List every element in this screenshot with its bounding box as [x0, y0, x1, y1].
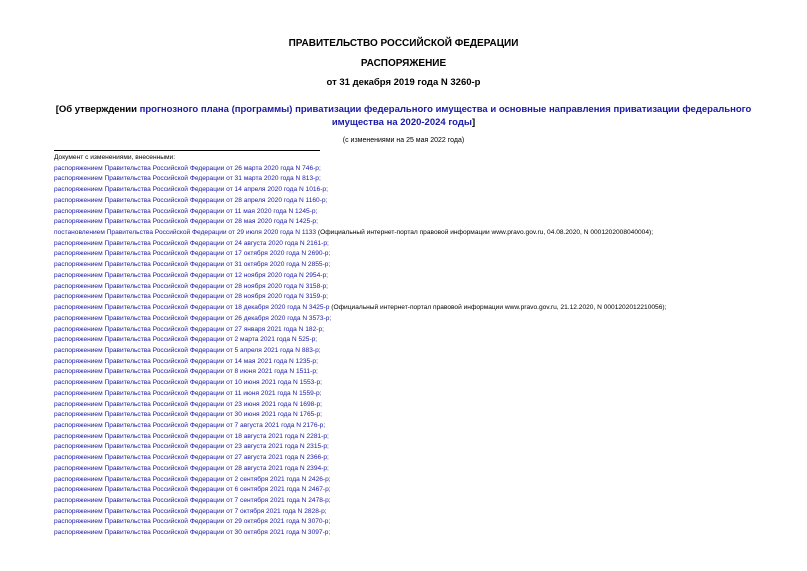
amendment-link[interactable]: распоряжением Правительства Российской Федерации от 26 марта 2020 года N 746-р; [54, 164, 321, 172]
amendment-item [54, 217, 666, 228]
document-type-heading: РАСПОРЯЖЕНИЕ [360, 58, 447, 69]
amendment-item [54, 378, 666, 389]
divider [54, 150, 320, 151]
amendment-link[interactable]: распоряжением Правительства Российской Федерации от 27 августа 2021 года N 2366-р; [54, 454, 329, 462]
amendment-item [54, 303, 666, 314]
amendment-item [54, 282, 666, 293]
amendment-item [54, 260, 666, 271]
amendment-item [54, 346, 666, 357]
amendment-link[interactable]: постановлением Правительства Российской Федерации от 29 июля 2020 года N 1133 [54, 229, 317, 237]
amendment-item [54, 335, 666, 346]
amendment-link[interactable]: распоряжением Правительства Российской Федерации от 23 июня 2021 года N 1698-р; [54, 400, 322, 408]
amendment-link[interactable]: распоряжением Правительства Российской Федерации от 28 апреля 2020 года N 1160-р; [54, 196, 328, 204]
amendment-link[interactable]: распоряжением Правительства Российской Федерации от 8 июня 2021 года N 1511-р; [54, 368, 318, 376]
amendment-link[interactable]: распоряжением Правительства Российской Федерации от 2 сентября 2021 года N 2426-р; [54, 475, 331, 483]
amendment-link[interactable]: распоряжением Правительства Российской Федерации от 5 апреля 2021 года N 883-р; [54, 346, 321, 354]
amendment-item [54, 496, 666, 507]
amendment-link[interactable]: распоряжением Правительства Российской Федерации от 29 октября 2021 года N 3070-р; [54, 518, 331, 526]
amendment-source-note: (Официальный интернет-портал правовой информации www.pravo.gov.ru, 04.08.2020, N 0001202008040004); [316, 229, 654, 237]
amendment-item [54, 185, 666, 196]
amendment-link[interactable]: распоряжением Правительства Российской Федерации от 28 августа 2021 года N 2394-р; [54, 464, 329, 472]
amendment-item [54, 432, 666, 443]
title-prefix: [Об утверждении [55, 104, 140, 115]
amendment-link[interactable]: распоряжением Правительства Российской Федерации от 14 апреля 2020 года N 1016-р; [54, 186, 328, 194]
government-heading: ПРАВИТЕЛЬСТВО РОССИЙСКОЙ ФЕДЕРАЦИИ [288, 38, 519, 49]
title-suffix: ] [472, 117, 476, 128]
amendment-link[interactable]: распоряжением Правительства Российской Федерации от 28 ноября 2020 года N 3158-р; [54, 282, 328, 290]
amendment-link[interactable]: распоряжением Правительства Российской Федерации от 28 ноября 2020 года N 3159-р; [54, 293, 328, 301]
amendment-item [54, 517, 666, 528]
amendment-item [54, 249, 666, 260]
amendment-item [54, 164, 666, 175]
amendment-item [54, 400, 666, 411]
amendment-link[interactable]: распоряжением Правительства Российской Федерации от 11 июня 2021 года N 1559-р; [54, 389, 322, 397]
amendment-link[interactable]: распоряжением Правительства Российской Федерации от 6 сентября 2021 года N 2467-р; [54, 486, 331, 494]
amendment-item [54, 357, 666, 368]
amendment-item [54, 410, 666, 421]
amendment-link[interactable]: распоряжением Правительства Российской Федерации от 30 октября 2021 года N 3097-р; [54, 529, 331, 537]
amendment-item [54, 174, 666, 185]
amendment-link[interactable]: распоряжением Правительства Российской Федерации от 14 мая 2021 года N 1235-р; [54, 357, 318, 365]
amendment-item [54, 453, 666, 464]
amendments-list [54, 153, 666, 539]
amendment-item [54, 475, 666, 486]
amendment-link[interactable]: распоряжением Правительства Российской Федерации от 18 августа 2021 года N 2281-р; [54, 432, 329, 440]
document-date-number: от 31 декабря 2019 года N 3260-р [326, 77, 481, 88]
amendment-item [54, 421, 666, 432]
amendment-item [54, 464, 666, 475]
amendment-item [54, 271, 666, 282]
amendment-item [54, 389, 666, 400]
amendment-item [54, 507, 666, 518]
amendment-link[interactable]: распоряжением Правительства Российской Федерации от 11 мая 2020 года N 1245-р; [54, 207, 318, 215]
amendment-link[interactable]: распоряжением Правительства Российской Федерации от 30 июня 2021 года N 1765-р; [54, 411, 322, 419]
amendment-item [54, 314, 666, 325]
amendment-source-note: (Официальный интернет-портал правовой информации www.pravo.gov.ru, 21.12.2020, N 0001202012210056); [329, 304, 667, 312]
amendment-link[interactable]: распоряжением Правительства Российской Федерации от 31 марта 2020 года N 813-р; [54, 175, 321, 183]
amendment-link[interactable]: распоряжением Правительства Российской Федерации от 23 августа 2021 года N 2315-р; [54, 443, 329, 451]
document-title [40, 103, 767, 129]
amendment-link[interactable]: распоряжением Правительства Российской Федерации от 10 июня 2021 года N 1553-р; [54, 379, 322, 387]
amendment-link[interactable]: распоряжением Правительства Российской Федерации от 18 декабря 2020 года N 3425-р [54, 304, 330, 312]
amendment-link[interactable]: распоряжением Правительства Российской Федерации от 28 мая 2020 года N 1425-р; [54, 218, 318, 226]
amendment-item [54, 207, 666, 218]
amendment-item [54, 325, 666, 336]
amendment-item [54, 292, 666, 303]
revision-note: (с изменениями на 25 мая 2022 года) [342, 137, 465, 144]
amendment-item [54, 528, 666, 539]
amendment-link[interactable]: распоряжением Правительства Российской Федерации от 7 сентября 2021 года N 2478-р; [54, 497, 331, 504]
amendments-intro: Документ с изменениями, внесенными: [54, 154, 176, 161]
amendment-link[interactable]: распоряжением Правительства Российской Федерации от 7 октября 2021 года N 2828-р; [54, 507, 327, 515]
amendment-item [54, 228, 666, 239]
amendment-link[interactable]: распоряжением Правительства Российской Федерации от 24 августа 2020 года N 2161-р; [54, 239, 329, 247]
amendment-link[interactable]: распоряжением Правительства Российской Федерации от 7 августа 2021 года N 2176-р; [54, 421, 326, 429]
title-link[interactable]: прогнозного плана (программы) приватизации федерального имущества и основные направления приватизации федерального имущества на 2020-2024 годы [139, 104, 752, 128]
amendment-link[interactable]: распоряжением Правительства Российской Федерации от 26 декабря 2020 года N 3573-р; [54, 314, 332, 322]
amendment-link[interactable]: распоряжением Правительства Российской Федерации от 27 января 2021 года N 182-р; [54, 325, 324, 333]
amendment-link[interactable]: распоряжением Правительства Российской Федерации от 17 октября 2020 года N 2690-р; [54, 250, 331, 258]
amendment-item [54, 239, 666, 250]
amendment-item [54, 196, 666, 207]
amendment-item [54, 367, 666, 378]
amendment-link[interactable]: распоряжением Правительства Российской Федерации от 12 ноября 2020 года N 2954-р; [54, 271, 328, 279]
amendment-link[interactable]: распоряжением Правительства Российской Федерации от 31 октября 2020 года N 2855-р; [54, 261, 331, 269]
amendment-item [54, 485, 666, 496]
amendment-link[interactable]: распоряжением Правительства Российской Федерации от 2 марта 2021 года N 525-р; [54, 336, 318, 344]
amendment-item [54, 442, 666, 453]
